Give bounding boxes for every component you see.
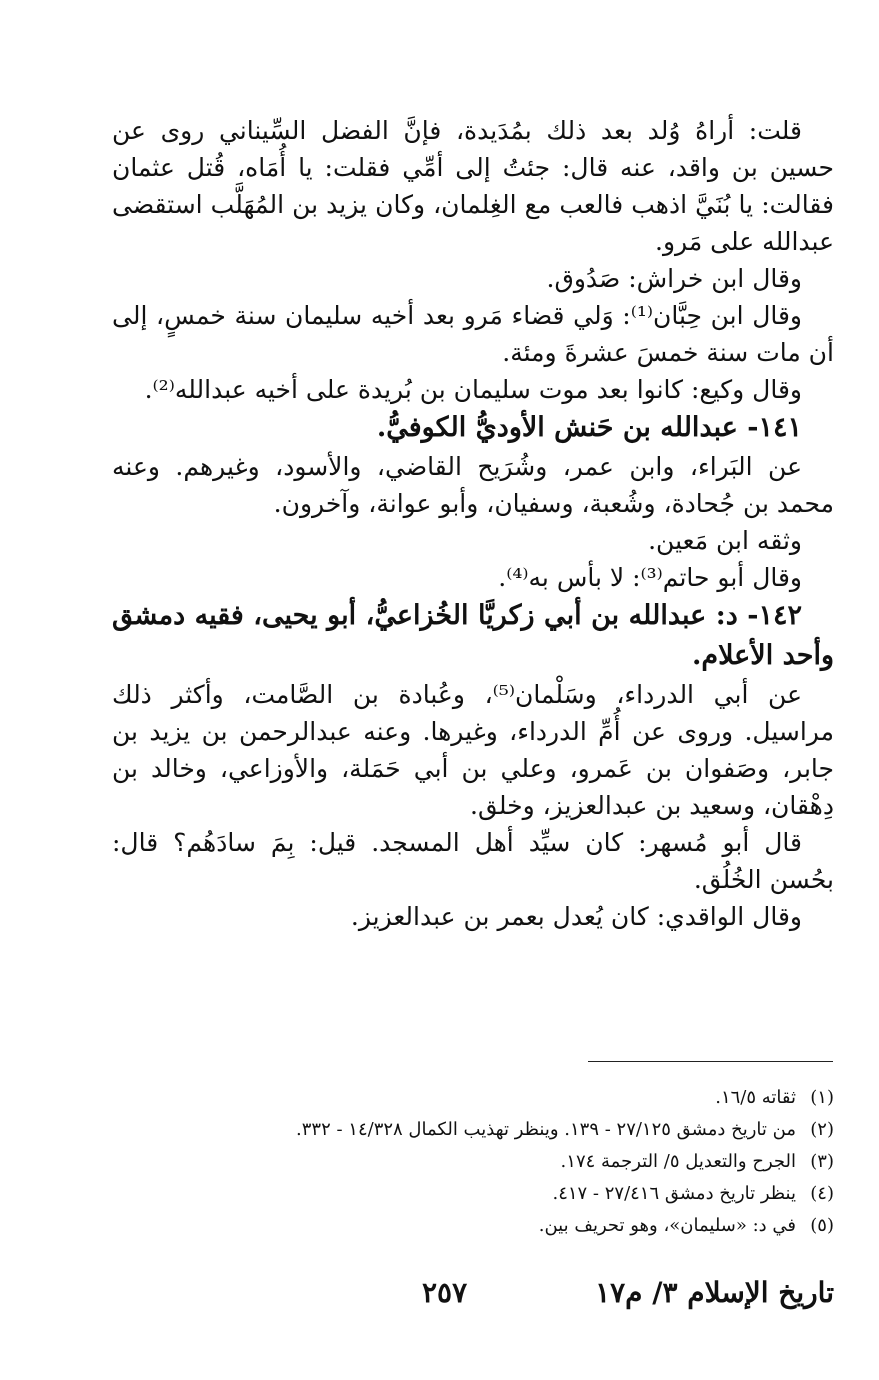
footnote	[112, 1210, 834, 1242]
page-footer	[112, 1276, 834, 1320]
footnote-text: في د: «سليمان»، وهو تحريف بين.	[538, 1215, 796, 1236]
footnote-number: (٥)	[810, 1215, 834, 1236]
paragraph: وقال وكيع: كانوا بعد موت سليمان بن بُريدة على أخيه عبدالله⁽²⁾.	[144, 375, 802, 404]
footnote	[112, 1146, 834, 1178]
paragraph: وثقه ابن مَعين.	[648, 526, 802, 555]
footnote-number: (٤)	[810, 1183, 834, 1204]
main-text	[112, 112, 834, 935]
page-number: ٢٥٧	[422, 1276, 468, 1309]
footnote-text: الجرح والتعديل ٥/ الترجمة ١٧٤.	[560, 1151, 796, 1172]
running-title: تاريخ الإسلام ٣/ م١٧	[595, 1276, 834, 1309]
footnote-text: ثقاته ١٦/٥.	[715, 1087, 796, 1108]
paragraph: قال أبو مُسهر: كان سيِّد أهل المسجد. قيل: بِمَ سادَهُم؟ قال: بحُسن الخُلُق.	[112, 828, 834, 894]
footnote-text: من تاريخ دمشق ٢٧/١٢٥ - ١٣٩. وينظر تهذيب الكمال ١٤/٣٢٨ - ٣٣٢.	[296, 1119, 796, 1140]
paragraph: عن أبي الدرداء، وسَلْمان⁽⁵⁾، وعُبادة بن الصَّامت، وأكثر ذلك مراسيل. وروى عن أُمِّ الدرداء، وغيرها. وعنه عبدالرحمن بن يزيد بن جابر، وصَفوان بن عَمرو، وعلي بن أبي حَمَلة، والأوزاعي، وخالد بن دِهْقان، وسعيد بن عبدالعزيز، وخلق.	[112, 680, 834, 820]
paragraph: وقال الواقدي: كان يُعدل بعمر بن عبدالعزيز.	[350, 902, 802, 931]
footnote	[112, 1114, 834, 1146]
footnote-number: (١)	[810, 1087, 834, 1108]
paragraph: قلت: أراهُ وُلد بعد ذلك بمُدَيدة، فإنَّ الفضل السِّيناني روى عن حسين بن واقد، عنه قال: جئتُ إلى أمِّي فقلت: يا أُمَاه، قُتل عثمان فقالت: يا بُنَيَّ اذهب فالعب مع الغِلمان، وكان يزيد بن المُهَلَّب استقضى عبدالله على مَرو.	[112, 116, 834, 256]
paragraph: وقال أبو حاتم⁽³⁾: لا بأس به⁽⁴⁾.	[498, 563, 802, 592]
entry-heading-141: ١٤١- عبدالله بن حَنش الأوديُّ الكوفيُّ.	[376, 412, 802, 443]
footnote-number: (٢)	[810, 1119, 834, 1140]
paragraph: وقال ابن حِبَّان⁽¹⁾: وَلي قضاء مَرو بعد أخيه سليمان سنة خمسٍ، إلى أن مات سنة خمسَ عشرةَ ومئة.	[112, 301, 834, 367]
footnote	[112, 1178, 834, 1210]
footnotes	[112, 1082, 834, 1242]
entry-heading-142: ١٤٢- د: عبدالله بن أبي زكريَّا الخُزاعيُّ، أبو يحيى، فقيه دمشق وأحد الأعلام.	[112, 600, 834, 671]
paragraph: عن البَراء، وابن عمر، وشُرَيح القاضي، والأسود، وغيرهم. وعنه محمد بن جُحادة، وشُعبة، وسفيان، وأبو عوانة، وآخرون.	[112, 452, 834, 518]
footnote-number: (٣)	[810, 1151, 834, 1172]
footnote	[112, 1082, 834, 1114]
footnote-text: ينظر تاريخ دمشق ٢٧/٤١٦ - ٤١٧.	[552, 1183, 796, 1204]
paragraph: وقال ابن خراش: صَدُوق.	[546, 264, 802, 293]
footnote-divider	[588, 1061, 833, 1062]
